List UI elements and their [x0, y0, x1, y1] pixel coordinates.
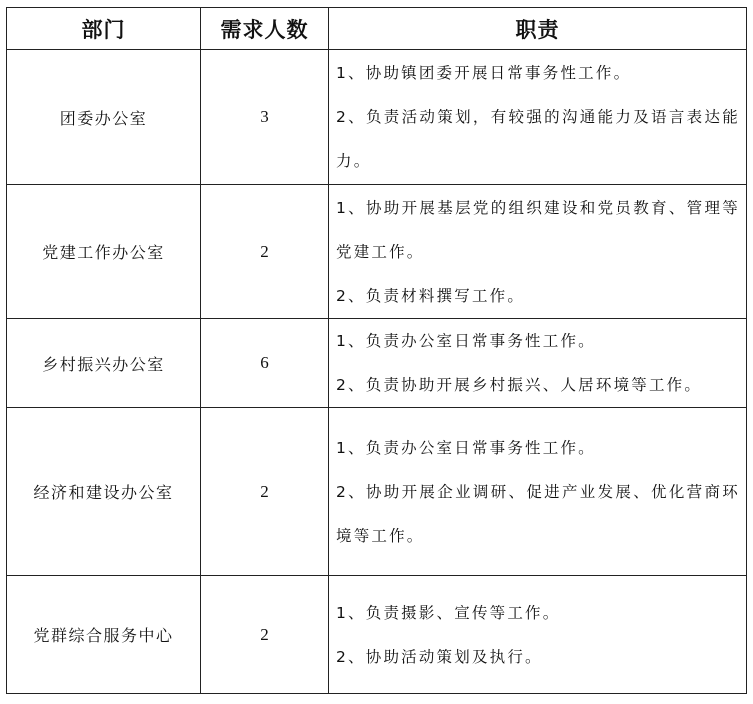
count-cell: 3 [201, 50, 329, 185]
table-header-row [7, 8, 747, 50]
table-row [7, 408, 747, 576]
duty-item: 1、负责办公室日常事务性工作。 [336, 332, 596, 350]
count-cell: 2 [201, 576, 329, 694]
department-cell: 乡村振兴办公室 [7, 319, 201, 408]
duty-item: 1、负责摄影、宣传等工作。 [336, 603, 561, 622]
department-cell: 团委办公室 [7, 50, 201, 185]
duty-item: 2、协助开展企业调研、促进产业发展、优化营商环境等工作。 [336, 482, 740, 545]
duties-cell [329, 50, 747, 185]
count-cell: 2 [201, 408, 329, 576]
department-cell: 党建工作办公室 [7, 185, 201, 319]
duty-item: 1、负责办公室日常事务性工作。 [336, 438, 596, 457]
duties-cell [329, 576, 747, 694]
duty-item: 2、负责活动策划，有较强的沟通能力及语言表达能力。 [336, 108, 740, 170]
table-row [7, 576, 747, 694]
department-cell: 经济和建设办公室 [7, 408, 201, 576]
duty-item: 2、协助活动策划及执行。 [336, 647, 543, 666]
duty-item: 1、协助开展基层党的组织建设和党员教育、管理等党建工作。 [336, 198, 740, 261]
header-duties: 职责 [329, 8, 747, 50]
count-cell: 2 [201, 185, 329, 319]
header-count: 需求人数 [201, 8, 329, 50]
duty-item: 2、负责材料撰写工作。 [336, 286, 526, 305]
duties-cell [329, 185, 747, 319]
count-cell: 6 [201, 319, 329, 408]
table-row [7, 319, 747, 408]
table-row [7, 50, 747, 185]
header-department: 部门 [7, 8, 201, 50]
table-row [7, 185, 747, 319]
duty-item: 2、负责协助开展乡村振兴、人居环境等工作。 [336, 376, 703, 394]
department-cell: 党群综合服务中心 [7, 576, 201, 694]
duties-cell [329, 319, 747, 408]
recruitment-table [6, 7, 747, 694]
duties-cell [329, 408, 747, 576]
duty-item: 1、协助镇团委开展日常事务性工作。 [336, 64, 632, 82]
